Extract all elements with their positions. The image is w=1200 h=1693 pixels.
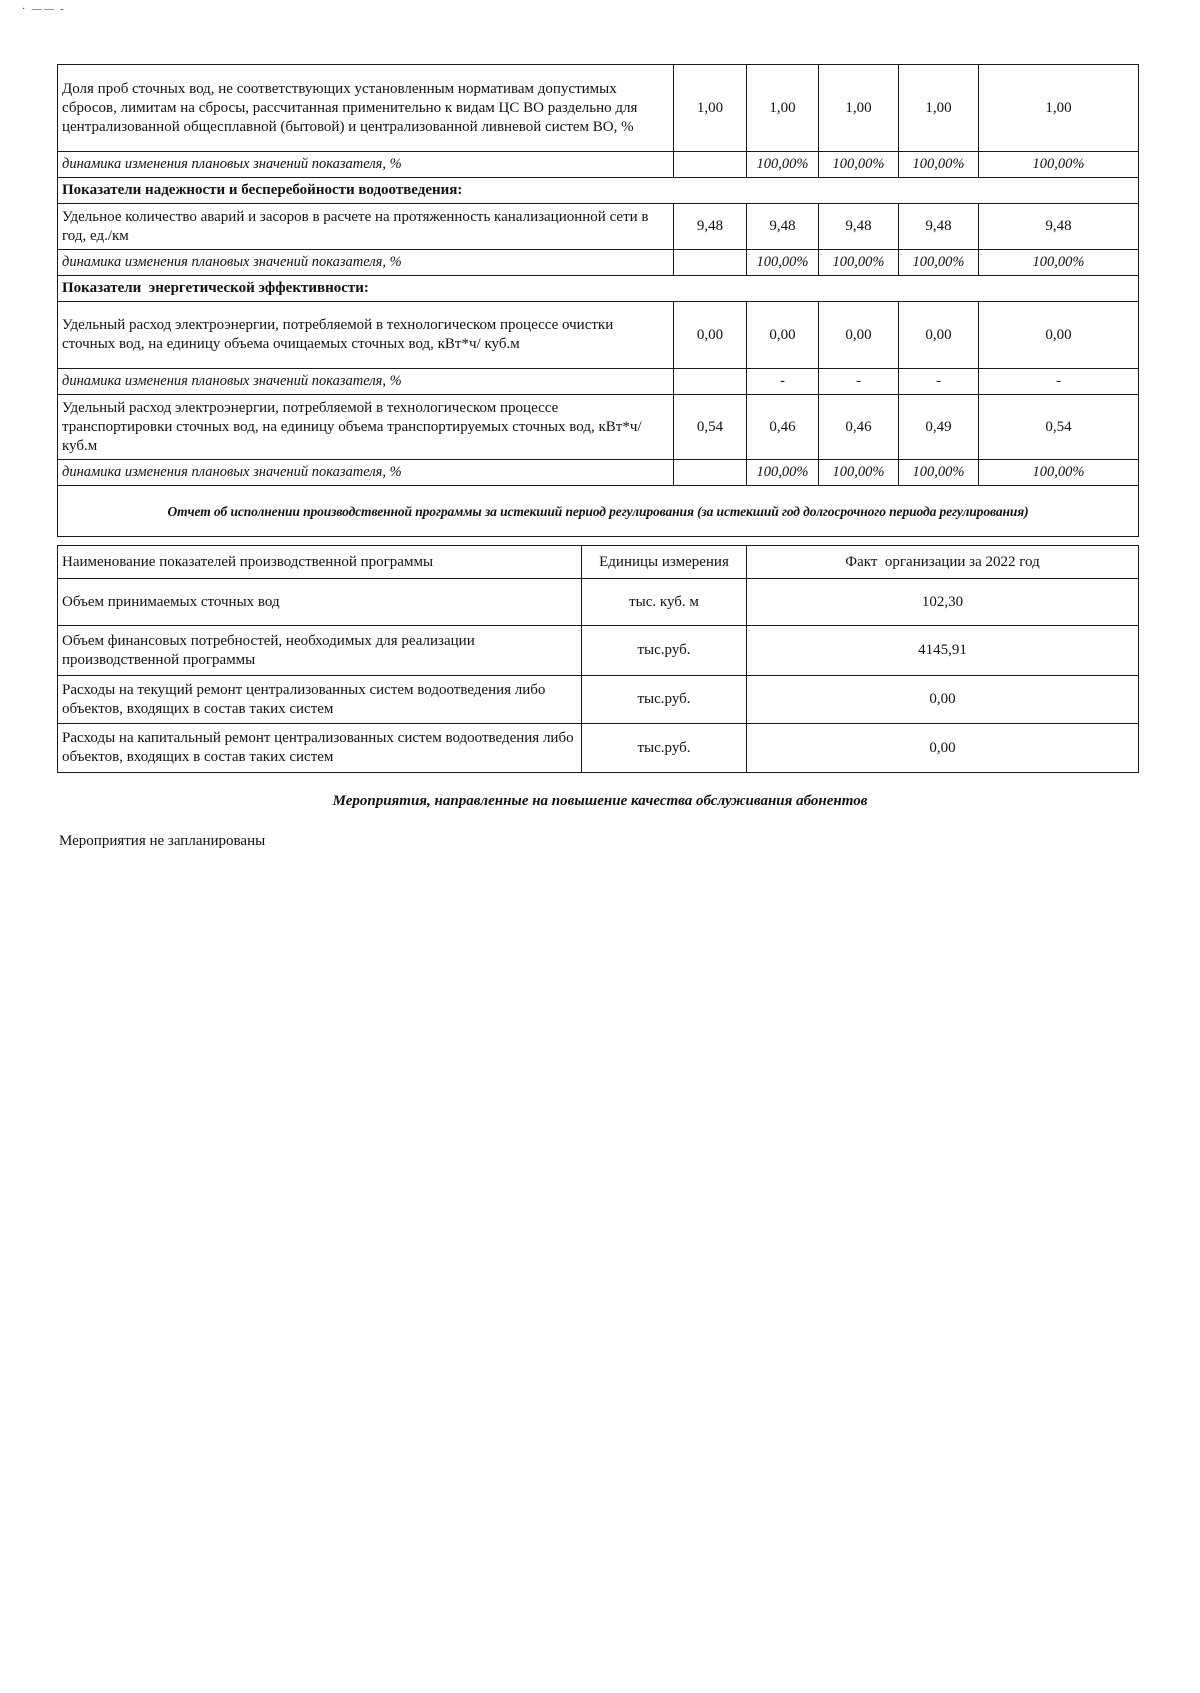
section-row [58,276,1139,302]
dynamics-label: динамика изменения плановых значений показателя, % [58,250,674,276]
dynamics-value: 100,00% [979,250,1139,276]
dynamics-value: 100,00% [747,250,819,276]
dynamics-value: 100,00% [979,152,1139,178]
report-row-unit: тыс.руб. [582,626,747,676]
column-header-unit: Единицы измерения [582,546,747,579]
report-row-value: 102,30 [747,579,1139,626]
report-row-name: Объем финансовых потребностей, необходимых для реализации производственной программы [58,626,582,676]
dynamics-value: 100,00% [819,250,899,276]
indicator-value: 0,00 [979,302,1139,369]
dynamics-value: 100,00% [747,152,819,178]
indicator-row [58,65,1139,152]
report-row-name: Объем принимаемых сточных вод [58,579,582,626]
indicator-value: 0,46 [819,395,899,460]
indicator-value: 0,00 [819,302,899,369]
report-row-unit: тыс. куб. м [582,579,747,626]
indicator-value: 9,48 [674,204,747,250]
dynamics-value: 100,00% [819,460,899,486]
indicator-value: 1,00 [899,65,979,152]
report-row-value: 0,00 [747,676,1139,724]
dynamics-value [674,369,747,395]
report-row [58,579,1139,626]
column-header-name: Наименование показателей производственной программы [58,546,582,579]
dynamics-label: динамика изменения плановых значений показателя, % [58,369,674,395]
dynamics-value: 100,00% [747,460,819,486]
report-header-row [58,546,1139,579]
dynamics-value: 100,00% [899,152,979,178]
indicator-value: 0,00 [674,302,747,369]
dynamics-row [58,250,1139,276]
measures-text: Мероприятия не запланированы [59,833,266,849]
scan-mark: · —— - [22,4,66,15]
indicator-value: 9,48 [747,204,819,250]
dynamics-value [674,250,747,276]
indicator-value: 1,00 [819,65,899,152]
indicators-table [57,64,1139,537]
indicator-value: 9,48 [979,204,1139,250]
indicator-value: 0,46 [747,395,819,460]
report-row [58,724,1139,773]
dynamics-value: - [747,369,819,395]
indicator-value: 9,48 [819,204,899,250]
indicator-row [58,395,1139,460]
indicator-row [58,302,1139,369]
indicator-name: Доля проб сточных вод, не соответствующих установленным нормативам допустимых сбросов, лимитам на сбросы, рассчитанная применительно к видам ЦС ВО раздельно для централизованной общесплавной (бытовой) и централизованной ливневой систем ВО, % [58,65,674,152]
dynamics-row [58,460,1139,486]
report-table [57,545,1139,773]
dynamics-row [58,369,1139,395]
dynamics-value: 100,00% [899,460,979,486]
dynamics-row [58,152,1139,178]
indicator-name: Удельный расход электроэнергии, потребляемой в технологическом процессе очистки сточных вод, на единицу объема очищаемых сточных вод, кВт*ч/ куб.м [58,302,674,369]
report-row-value: 0,00 [747,724,1139,773]
indicator-value: 0,54 [979,395,1139,460]
indicator-value: 1,00 [674,65,747,152]
indicator-value: 1,00 [979,65,1139,152]
report-title-row [58,486,1139,537]
section-row [58,178,1139,204]
dynamics-value: - [819,369,899,395]
dynamics-label: динамика изменения плановых значений показателя, % [58,152,674,178]
dynamics-value: 100,00% [819,152,899,178]
indicator-value: 0,00 [899,302,979,369]
report-row [58,676,1139,724]
indicator-name: Удельное количество аварий и засоров в расчете на протяженность канализационной сети в год, ед./км [58,204,674,250]
report-title: Отчет об исполнении производственной программы за истекший период регулирования (за истекший год долгосрочного периода регулирования) [58,486,1139,537]
indicator-name: Удельный расход электроэнергии, потребляемой в технологическом процессе транспортировки сточных вод, на единицу объема транспортируемых сточных вод, кВт*ч/ куб.м [58,395,674,460]
report-row-name: Расходы на текущий ремонт централизованных систем водоотведения либо объектов, входящих в состав таких систем [58,676,582,724]
report-row [58,626,1139,676]
dynamics-value [674,460,747,486]
dynamics-value: 100,00% [979,460,1139,486]
section-heading: Показатели энергетической эффективности: [58,276,1139,302]
indicator-value: 0,49 [899,395,979,460]
dynamics-value: - [899,369,979,395]
indicator-value: 0,00 [747,302,819,369]
dynamics-label: динамика изменения плановых значений показателя, % [58,460,674,486]
dynamics-value: 100,00% [899,250,979,276]
indicator-value: 1,00 [747,65,819,152]
section-heading: Показатели надежности и бесперебойности водоотведения: [58,178,1139,204]
column-header-fact: Факт организации за 2022 год [747,546,1139,579]
indicator-value: 0,54 [674,395,747,460]
report-row-value: 4145,91 [747,626,1139,676]
measures-title: Мероприятия, направленные на повышение качества обслуживания абонентов [332,793,868,809]
indicator-value: 9,48 [899,204,979,250]
dynamics-value: - [979,369,1139,395]
report-row-unit: тыс.руб. [582,724,747,773]
report-row-name: Расходы на капитальный ремонт централизованных систем водоотведения либо объектов, входящих в состав таких систем [58,724,582,773]
indicator-row [58,204,1139,250]
dynamics-value [674,152,747,178]
report-row-unit: тыс.руб. [582,676,747,724]
